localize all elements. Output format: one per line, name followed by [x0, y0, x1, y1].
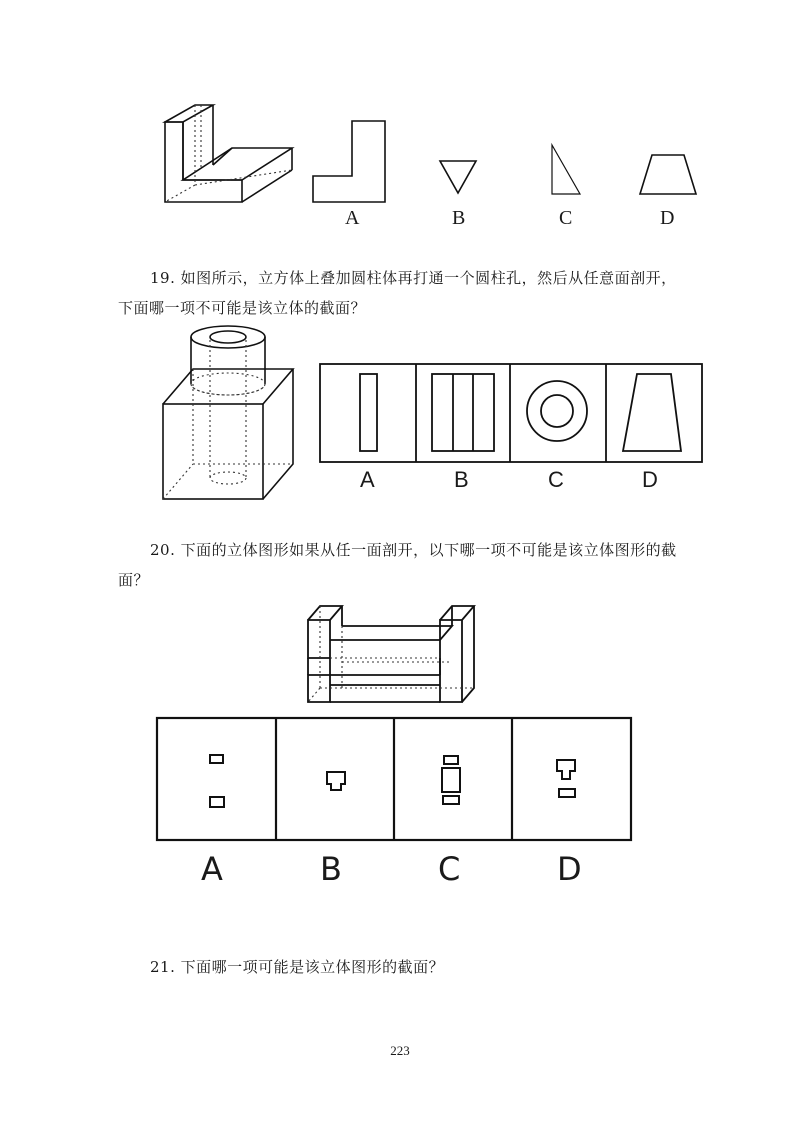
q19-option-a-label: A [360, 467, 375, 492]
q19-option-d-label: D [642, 467, 658, 492]
q20-option-b-label: B [320, 850, 342, 888]
q20-option-d-label: D [557, 850, 582, 888]
q20-i-beam-figure [300, 600, 495, 710]
top-option-a-label: A [345, 207, 360, 229]
q20-option-a-label: A [201, 850, 223, 888]
q19-cube-cylinder-figure [158, 322, 298, 502]
q19-option-b-label: B [454, 467, 469, 492]
top-option-d-label: D [660, 207, 675, 229]
q19-options-panel [318, 362, 704, 464]
q19-option-c-label: C [548, 467, 564, 492]
question-21-text: 21. 下面哪一项可能是该立体图形的截面？ [150, 958, 445, 976]
page-number: 223 [390, 1043, 410, 1058]
q20-option-c-label: C [438, 850, 461, 888]
top-option-b-shape [436, 156, 480, 198]
question-20-text-line1: 20. 下面的立体图形如果从任一面剖开，以下哪一项不可能是该立体图形的截 [150, 541, 677, 559]
question-19-text-line2: 下面哪一项不可能是该立体的截面？ [118, 299, 367, 317]
top-3d-solid-figure [160, 100, 300, 210]
q20-options-panel [155, 716, 633, 842]
question-20-text-line2: 面？ [118, 571, 150, 589]
top-option-c-label: C [559, 207, 573, 229]
top-option-c-shape [546, 142, 586, 198]
top-option-a-shape [310, 118, 390, 208]
top-option-d-shape [636, 152, 700, 198]
question-19-text-line1: 19. 如图所示，立方体上叠加圆柱体再打通一个圆柱孔，然后从任意面剖开， [150, 269, 677, 287]
top-option-b-label: B [452, 207, 466, 229]
